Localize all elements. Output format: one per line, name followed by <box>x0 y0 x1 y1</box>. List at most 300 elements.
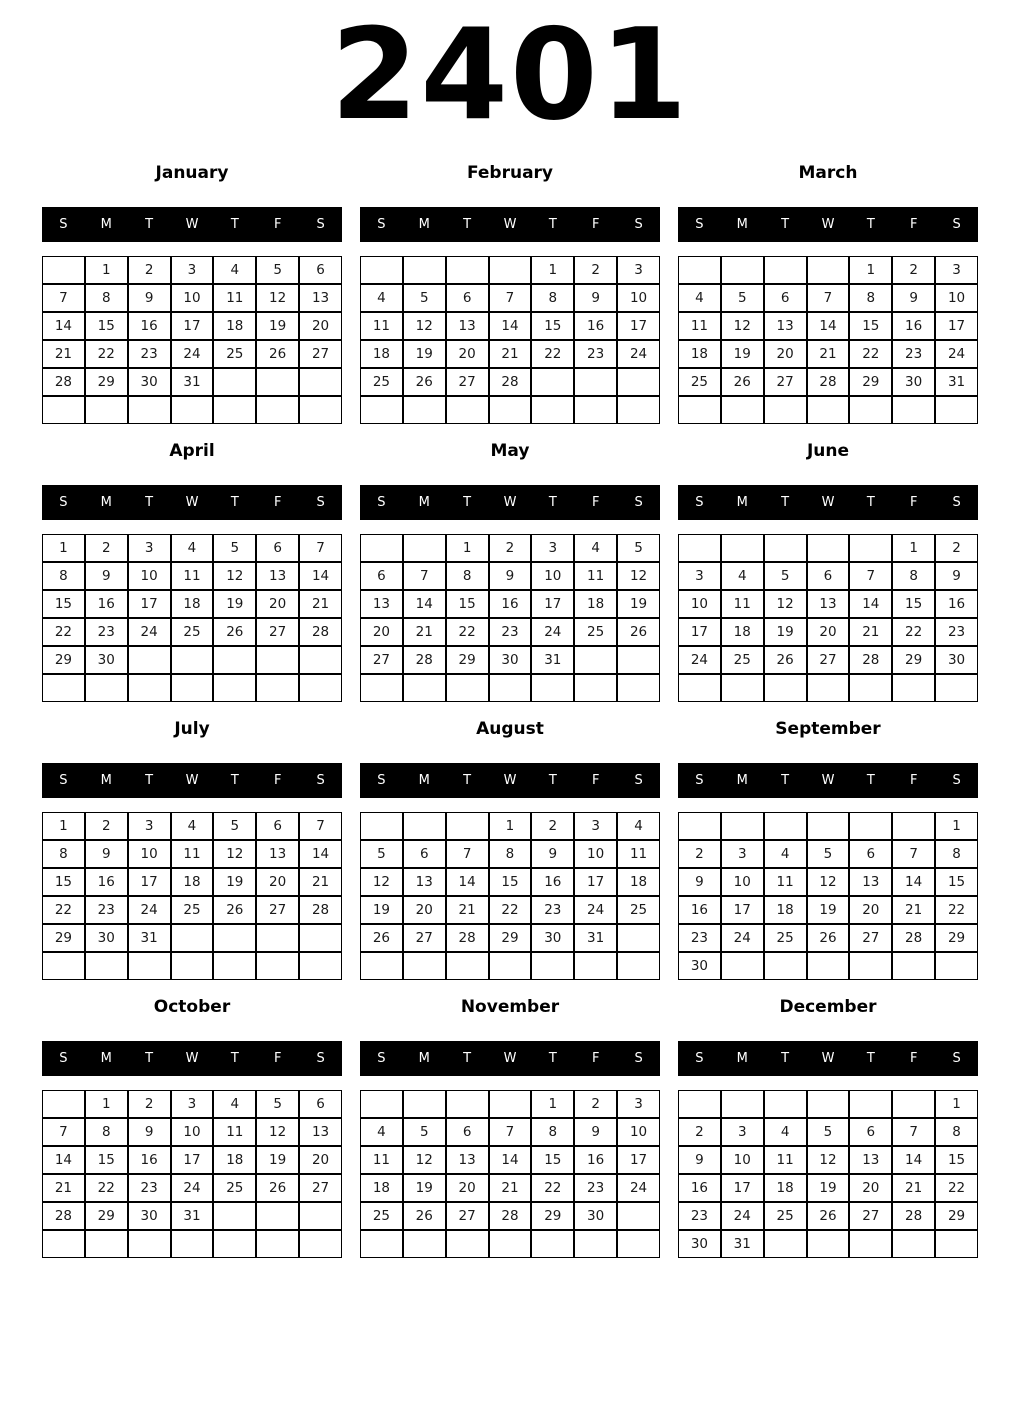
weekday-label: T <box>230 495 239 510</box>
day-cell: 15 <box>42 868 85 896</box>
weekday-header-bar <box>678 485 978 520</box>
empty-day-cell <box>721 256 764 284</box>
day-cell: 4 <box>574 534 617 562</box>
week-row <box>678 924 978 952</box>
day-cell: 3 <box>171 1090 214 1118</box>
day-cell: 13 <box>446 1146 489 1174</box>
day-cell: 21 <box>807 340 850 368</box>
day-cell: 23 <box>128 1174 171 1202</box>
day-cell: 4 <box>721 562 764 590</box>
day-cell: 20 <box>256 868 299 896</box>
day-cell: 20 <box>299 312 342 340</box>
empty-day-cell <box>171 674 214 702</box>
week-row <box>42 396 342 424</box>
empty-day-cell <box>299 674 342 702</box>
day-cell: 27 <box>849 924 892 952</box>
day-cell: 11 <box>764 868 807 896</box>
month-day-grid <box>678 812 978 980</box>
day-cell: 14 <box>489 312 532 340</box>
day-cell: 24 <box>128 896 171 924</box>
day-cell: 14 <box>892 1146 935 1174</box>
day-cell: 27 <box>807 646 850 674</box>
empty-day-cell <box>617 674 660 702</box>
empty-day-cell <box>678 396 721 424</box>
day-cell: 5 <box>213 534 256 562</box>
day-cell: 25 <box>213 1174 256 1202</box>
week-row <box>360 840 660 868</box>
day-cell: 6 <box>299 256 342 284</box>
day-cell: 18 <box>171 590 214 618</box>
day-cell: 23 <box>678 924 721 952</box>
week-row <box>678 812 978 840</box>
day-cell: 4 <box>764 1118 807 1146</box>
day-cell: 24 <box>171 1174 214 1202</box>
month-title: December <box>779 997 877 1017</box>
day-cell: 10 <box>935 284 978 312</box>
empty-day-cell <box>489 952 532 980</box>
weekday-label: W <box>821 217 835 232</box>
empty-day-cell <box>446 256 489 284</box>
empty-day-cell <box>85 674 128 702</box>
empty-day-cell <box>764 256 807 284</box>
month-title: October <box>153 997 231 1017</box>
day-cell: 14 <box>299 562 342 590</box>
day-cell: 6 <box>764 284 807 312</box>
day-cell: 8 <box>935 1118 978 1146</box>
weekday-label: F <box>273 773 282 788</box>
day-cell: 13 <box>299 1118 342 1146</box>
day-cell: 11 <box>171 840 214 868</box>
weekday-label: T <box>230 1051 239 1066</box>
day-cell: 2 <box>531 812 574 840</box>
month-title: June <box>806 441 850 461</box>
month-block <box>678 163 978 424</box>
day-cell: 15 <box>892 590 935 618</box>
day-cell: 12 <box>807 868 850 896</box>
day-cell: 28 <box>299 896 342 924</box>
day-cell: 25 <box>171 618 214 646</box>
week-row <box>678 840 978 868</box>
day-cell: 12 <box>403 312 446 340</box>
empty-day-cell <box>531 674 574 702</box>
day-cell: 9 <box>678 1146 721 1174</box>
week-row <box>678 868 978 896</box>
weekday-label: S <box>377 773 386 788</box>
day-cell: 12 <box>764 590 807 618</box>
empty-day-cell <box>935 396 978 424</box>
day-cell: 29 <box>892 646 935 674</box>
empty-day-cell <box>360 952 403 980</box>
day-cell: 14 <box>403 590 446 618</box>
weekday-label: S <box>952 773 961 788</box>
day-cell: 20 <box>849 1174 892 1202</box>
weekday-label: S <box>634 495 643 510</box>
empty-day-cell <box>446 396 489 424</box>
day-cell: 10 <box>678 590 721 618</box>
day-cell: 1 <box>849 256 892 284</box>
empty-day-cell <box>42 1090 85 1118</box>
day-cell: 11 <box>360 312 403 340</box>
week-row <box>42 868 342 896</box>
empty-day-cell <box>849 534 892 562</box>
day-cell: 16 <box>678 1174 721 1202</box>
month-day-grid <box>678 534 978 702</box>
empty-day-cell <box>360 1090 403 1118</box>
day-cell: 29 <box>935 1202 978 1230</box>
empty-day-cell <box>892 952 935 980</box>
day-cell: 28 <box>42 1202 85 1230</box>
empty-day-cell <box>807 256 850 284</box>
day-cell: 4 <box>764 840 807 868</box>
weekday-label: F <box>591 773 600 788</box>
day-cell: 29 <box>85 1202 128 1230</box>
day-cell: 31 <box>935 368 978 396</box>
weekday-header-bar <box>42 485 342 520</box>
day-cell: 21 <box>42 1174 85 1202</box>
day-cell: 4 <box>360 284 403 312</box>
empty-day-cell <box>256 646 299 674</box>
day-cell: 3 <box>574 812 617 840</box>
empty-day-cell <box>849 396 892 424</box>
day-cell: 26 <box>403 368 446 396</box>
weekday-label: T <box>866 217 875 232</box>
empty-day-cell <box>42 256 85 284</box>
empty-day-cell <box>892 1090 935 1118</box>
weekday-label: S <box>634 773 643 788</box>
day-cell: 17 <box>574 868 617 896</box>
day-cell: 2 <box>574 1090 617 1118</box>
empty-day-cell <box>489 674 532 702</box>
weekday-label: F <box>273 1051 282 1066</box>
day-cell: 1 <box>935 812 978 840</box>
empty-day-cell <box>403 674 446 702</box>
empty-day-cell <box>764 1230 807 1258</box>
day-cell: 18 <box>574 590 617 618</box>
day-cell: 22 <box>892 618 935 646</box>
day-cell: 6 <box>256 812 299 840</box>
week-row <box>42 1174 342 1202</box>
day-cell: 21 <box>446 896 489 924</box>
empty-day-cell <box>935 1230 978 1258</box>
weekday-label: W <box>503 773 517 788</box>
day-cell: 27 <box>446 368 489 396</box>
day-cell: 1 <box>85 256 128 284</box>
day-cell: 12 <box>213 840 256 868</box>
day-cell: 17 <box>128 868 171 896</box>
week-row <box>360 868 660 896</box>
day-cell: 24 <box>171 340 214 368</box>
weekday-label: T <box>230 217 239 232</box>
day-cell: 3 <box>617 1090 660 1118</box>
day-cell: 2 <box>678 840 721 868</box>
day-cell: 9 <box>85 840 128 868</box>
week-row <box>678 562 978 590</box>
week-row <box>360 952 660 980</box>
day-cell: 7 <box>489 284 532 312</box>
empty-day-cell <box>256 1202 299 1230</box>
day-cell: 20 <box>360 618 403 646</box>
day-cell: 24 <box>531 618 574 646</box>
day-cell: 20 <box>807 618 850 646</box>
day-cell: 25 <box>617 896 660 924</box>
day-cell: 7 <box>403 562 446 590</box>
day-cell: 10 <box>531 562 574 590</box>
day-cell: 20 <box>764 340 807 368</box>
empty-day-cell <box>849 674 892 702</box>
day-cell: 31 <box>171 368 214 396</box>
day-cell: 23 <box>574 340 617 368</box>
day-cell: 16 <box>935 590 978 618</box>
day-cell: 16 <box>489 590 532 618</box>
day-cell: 15 <box>531 312 574 340</box>
day-cell: 3 <box>171 256 214 284</box>
day-cell: 10 <box>171 284 214 312</box>
empty-day-cell <box>617 952 660 980</box>
week-row <box>360 674 660 702</box>
day-cell: 12 <box>256 1118 299 1146</box>
day-cell: 28 <box>489 1202 532 1230</box>
day-cell: 4 <box>678 284 721 312</box>
day-cell: 6 <box>403 840 446 868</box>
empty-day-cell <box>807 1230 850 1258</box>
empty-day-cell <box>489 396 532 424</box>
empty-day-cell <box>299 1202 342 1230</box>
day-cell: 20 <box>446 1174 489 1202</box>
empty-day-cell <box>128 646 171 674</box>
weekday-label: F <box>909 1051 918 1066</box>
month-day-grid <box>678 256 978 424</box>
weekday-label: S <box>377 495 386 510</box>
weekday-label: T <box>781 495 790 510</box>
day-cell: 10 <box>171 1118 214 1146</box>
months-grid <box>42 163 978 1258</box>
weekday-label: S <box>695 217 704 232</box>
day-cell: 29 <box>446 646 489 674</box>
weekday-label: T <box>548 1051 557 1066</box>
week-row <box>360 284 660 312</box>
weekday-label: F <box>273 217 282 232</box>
empty-day-cell <box>299 924 342 952</box>
empty-day-cell <box>807 812 850 840</box>
day-cell: 10 <box>617 1118 660 1146</box>
day-cell: 14 <box>489 1146 532 1174</box>
day-cell: 13 <box>360 590 403 618</box>
day-cell: 9 <box>531 840 574 868</box>
day-cell: 18 <box>360 1174 403 1202</box>
weekday-label: M <box>418 1051 430 1066</box>
day-cell: 18 <box>360 340 403 368</box>
empty-day-cell <box>256 396 299 424</box>
weekday-label: W <box>503 1051 517 1066</box>
week-row <box>678 590 978 618</box>
day-cell: 26 <box>213 896 256 924</box>
day-cell: 22 <box>935 1174 978 1202</box>
weekday-label: S <box>59 773 68 788</box>
day-cell: 17 <box>617 1146 660 1174</box>
day-cell: 15 <box>489 868 532 896</box>
empty-day-cell <box>721 534 764 562</box>
day-cell: 5 <box>807 840 850 868</box>
day-cell: 31 <box>171 1202 214 1230</box>
day-cell: 7 <box>807 284 850 312</box>
day-cell: 31 <box>721 1230 764 1258</box>
empty-day-cell <box>935 952 978 980</box>
day-cell: 1 <box>446 534 489 562</box>
empty-day-cell <box>892 1230 935 1258</box>
day-cell: 16 <box>531 868 574 896</box>
empty-day-cell <box>574 674 617 702</box>
day-cell: 5 <box>403 1118 446 1146</box>
day-cell: 13 <box>299 284 342 312</box>
weekday-label: S <box>634 217 643 232</box>
day-cell: 22 <box>85 1174 128 1202</box>
week-row <box>678 1202 978 1230</box>
day-cell: 19 <box>617 590 660 618</box>
day-cell: 1 <box>531 1090 574 1118</box>
day-cell: 12 <box>721 312 764 340</box>
empty-day-cell <box>764 534 807 562</box>
empty-day-cell <box>617 1230 660 1258</box>
empty-day-cell <box>721 674 764 702</box>
empty-day-cell <box>299 1230 342 1258</box>
day-cell: 14 <box>42 312 85 340</box>
day-cell: 24 <box>574 896 617 924</box>
day-cell: 14 <box>892 868 935 896</box>
empty-day-cell <box>360 534 403 562</box>
weekday-label: F <box>591 495 600 510</box>
empty-day-cell <box>42 396 85 424</box>
day-cell: 5 <box>807 1118 850 1146</box>
month-day-grid <box>360 534 660 702</box>
day-cell: 10 <box>128 840 171 868</box>
day-cell: 21 <box>489 1174 532 1202</box>
day-cell: 22 <box>489 896 532 924</box>
week-row <box>360 368 660 396</box>
weekday-label: S <box>952 495 961 510</box>
empty-day-cell <box>892 812 935 840</box>
month-block <box>42 997 342 1258</box>
day-cell: 27 <box>849 1202 892 1230</box>
day-cell: 6 <box>360 562 403 590</box>
week-row <box>678 256 978 284</box>
week-row <box>360 896 660 924</box>
week-row <box>678 340 978 368</box>
day-cell: 29 <box>849 368 892 396</box>
week-row <box>360 312 660 340</box>
empty-day-cell <box>892 674 935 702</box>
day-cell: 14 <box>849 590 892 618</box>
weekday-header-bar <box>42 763 342 798</box>
empty-day-cell <box>85 396 128 424</box>
empty-day-cell <box>128 952 171 980</box>
weekday-label: F <box>909 495 918 510</box>
month-day-grid <box>360 812 660 980</box>
day-cell: 20 <box>256 590 299 618</box>
day-cell: 4 <box>213 1090 256 1118</box>
empty-day-cell <box>128 674 171 702</box>
week-row <box>360 562 660 590</box>
day-cell: 15 <box>42 590 85 618</box>
weekday-label: M <box>736 773 748 788</box>
month-day-grid <box>42 812 342 980</box>
empty-day-cell <box>171 396 214 424</box>
day-cell: 21 <box>42 340 85 368</box>
empty-day-cell <box>446 1230 489 1258</box>
empty-day-cell <box>678 534 721 562</box>
empty-day-cell <box>299 952 342 980</box>
empty-day-cell <box>531 368 574 396</box>
day-cell: 6 <box>807 562 850 590</box>
day-cell: 27 <box>256 618 299 646</box>
day-cell: 22 <box>446 618 489 646</box>
day-cell: 24 <box>721 924 764 952</box>
day-cell: 30 <box>892 368 935 396</box>
day-cell: 23 <box>935 618 978 646</box>
weekday-label: T <box>463 495 472 510</box>
day-cell: 7 <box>299 534 342 562</box>
day-cell: 18 <box>617 868 660 896</box>
weekday-label: T <box>781 217 790 232</box>
week-row <box>42 674 342 702</box>
day-cell: 22 <box>42 896 85 924</box>
day-cell: 25 <box>721 646 764 674</box>
day-cell: 13 <box>256 562 299 590</box>
day-cell: 6 <box>849 1118 892 1146</box>
day-cell: 19 <box>721 340 764 368</box>
empty-day-cell <box>403 952 446 980</box>
weekday-header-bar <box>360 1041 660 1076</box>
weekday-label: F <box>273 495 282 510</box>
weekday-header-bar <box>360 763 660 798</box>
day-cell: 5 <box>617 534 660 562</box>
empty-day-cell <box>617 924 660 952</box>
day-cell: 2 <box>489 534 532 562</box>
empty-day-cell <box>256 674 299 702</box>
weekday-label: F <box>591 1051 600 1066</box>
weekday-label: S <box>316 1051 325 1066</box>
weekday-label: T <box>866 1051 875 1066</box>
day-cell: 26 <box>807 924 850 952</box>
empty-day-cell <box>531 952 574 980</box>
day-cell: 28 <box>892 1202 935 1230</box>
weekday-label: F <box>909 773 918 788</box>
week-row <box>42 812 342 840</box>
empty-day-cell <box>617 396 660 424</box>
day-cell: 7 <box>42 284 85 312</box>
empty-day-cell <box>42 674 85 702</box>
empty-day-cell <box>171 1230 214 1258</box>
weekday-label: M <box>100 495 112 510</box>
empty-day-cell <box>849 952 892 980</box>
empty-day-cell <box>849 1230 892 1258</box>
month-block <box>360 719 660 980</box>
day-cell: 7 <box>892 840 935 868</box>
month-day-grid <box>42 534 342 702</box>
empty-day-cell <box>299 396 342 424</box>
day-cell: 13 <box>403 868 446 896</box>
week-row <box>678 1146 978 1174</box>
day-cell: 9 <box>574 284 617 312</box>
weekday-label: S <box>316 217 325 232</box>
day-cell: 25 <box>213 340 256 368</box>
day-cell: 22 <box>85 340 128 368</box>
day-cell: 16 <box>85 590 128 618</box>
day-cell: 7 <box>849 562 892 590</box>
day-cell: 23 <box>489 618 532 646</box>
day-cell: 4 <box>360 1118 403 1146</box>
day-cell: 11 <box>764 1146 807 1174</box>
empty-day-cell <box>446 812 489 840</box>
